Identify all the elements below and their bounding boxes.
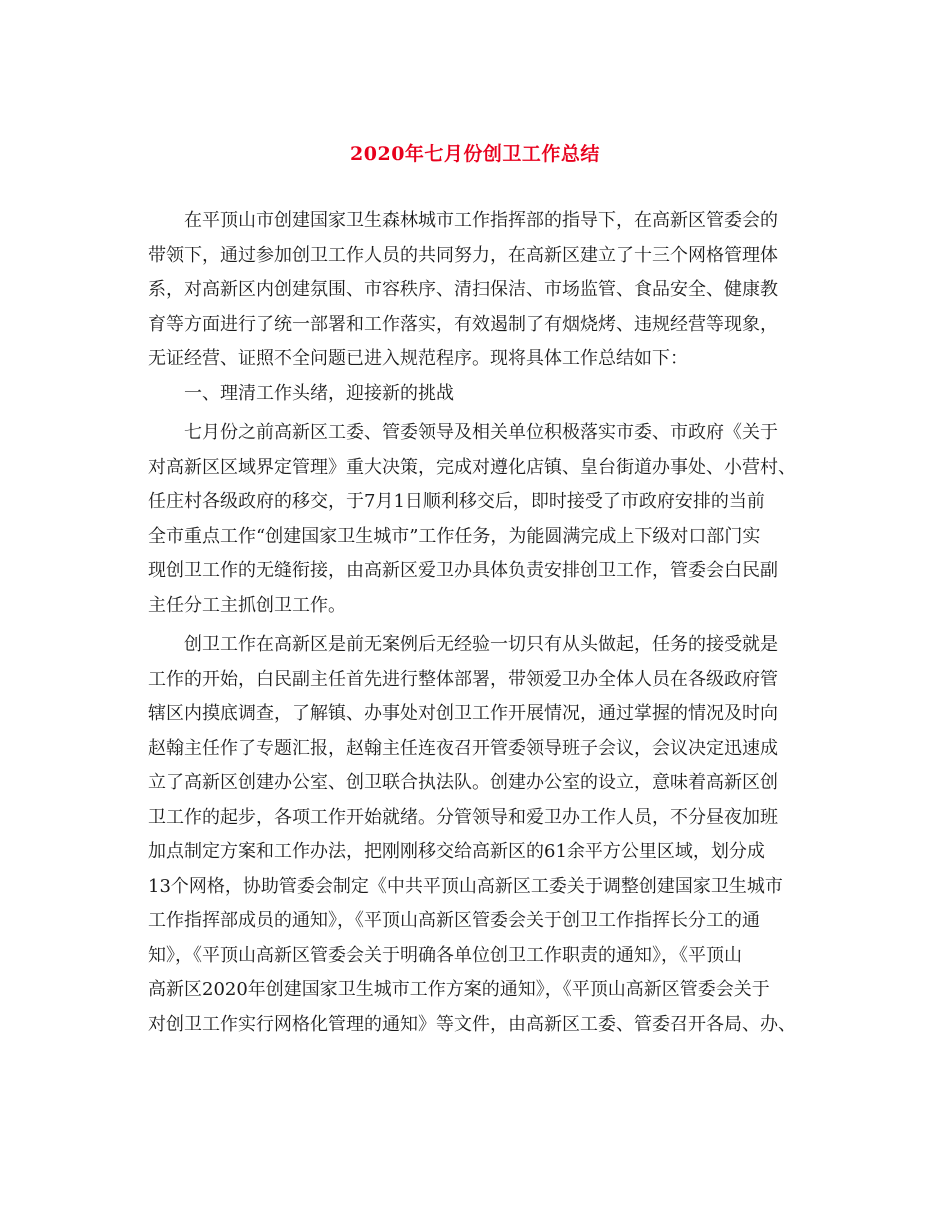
paragraph: [148, 628, 803, 1042]
text-line: 工作指挥部成员的通知》，《平顶山高新区管委会关于创卫工作指挥长分工的通: [148, 910, 760, 931]
text-line: 现创卫工作的无缝衔接，由高新区爱卫办具体负责安排创卫工作，管委会白民副: [148, 560, 778, 581]
text-line: 系，对高新区内创建氛围、市容秩序、清扫保洁、市场监管、食品安全、健康教: [148, 279, 778, 300]
text-line: 辖区内摸底调查，了解镇、办事处对创卫工作开展情况，通过掌握的情况及时向: [148, 703, 778, 724]
text-line: 卫工作的起步，各项工作开始就绪。分管领导和爱卫办工作人员，不分昼夜加班: [148, 806, 778, 828]
paragraph: [148, 377, 803, 412]
text-line: 赵翰主任作了专题汇报，赵翰主任连夜召开管委领导班子会议，会议决定迅速成: [148, 737, 778, 759]
text-line: 一、理清工作头绪，迎接新的挑战: [184, 382, 454, 404]
text-line: 育等方面进行了统一部署和工作落实，有效遏制了有烟烧烤、违规经营等现象，: [148, 313, 778, 335]
document-body: [148, 204, 803, 1042]
text-line: 七月份之前高新区工委、管委领导及相关单位积极落实市委、市政府《关于: [184, 422, 778, 443]
text-line: 在平顶山市创建国家卫生森林城市工作指挥部的指导下，在高新区管委会的: [184, 210, 778, 231]
text-line: 加点制定方案和工作办法，把刚刚移交给高新区的61余平方公里区域，划分成: [148, 841, 765, 862]
text-line: 带领下，通过参加创卫工作人员的共同努力，在高新区建立了十三个网格管理体: [148, 244, 778, 266]
text-line: 知》，《平顶山高新区管委会关于明确各单位创卫工作职责的通知》，《平顶山: [148, 944, 742, 966]
text-line: 主任分工主抓创卫工作。: [148, 594, 346, 616]
text-line: 立了高新区创建办公室、创卫联合执法队。创建办公室的设立，意味着高新区创: [148, 772, 778, 793]
document-title: 2020年七月份创卫工作总结: [350, 143, 600, 165]
paragraph: [148, 416, 803, 623]
text-line: 无证经营、证照不全问题已进入规范程序。现将具体工作总结如下：: [148, 348, 688, 369]
text-line: 全市重点工作“创建国家卫生城市”工作任务，为能圆满完成上下级对口部门实: [148, 525, 761, 547]
text-line: 高新区2020年创建国家卫生城市工作方案的通知》，《平顶山高新区管委会关于: [148, 979, 770, 1000]
text-line: 13个网格，协助管委会制定《中共平顶山高新区工委关于调整创建国家卫生城市: [148, 875, 783, 897]
paragraph: [148, 204, 803, 377]
text-line: 任庄村各级政府的移交，于7月1日顺利移交后，即时接受了市政府安排的当前: [148, 491, 765, 512]
text-line: 工作的开始，白民副主任首先进行整体部署，带领爱卫办全体人员在各级政府管: [148, 668, 778, 690]
text-line: 对高新区区域界定管理》重大决策，完成对遵化店镇、皇台街道办事处、小营村、: [148, 456, 796, 478]
text-line: 创卫工作在高新区是前无案例后无经验一切只有从头做起，任务的接受就是: [184, 634, 778, 655]
text-line: 对创卫工作实行网格化管理的通知》等文件，由高新区工委、管委召开各局、办、: [148, 1013, 796, 1035]
